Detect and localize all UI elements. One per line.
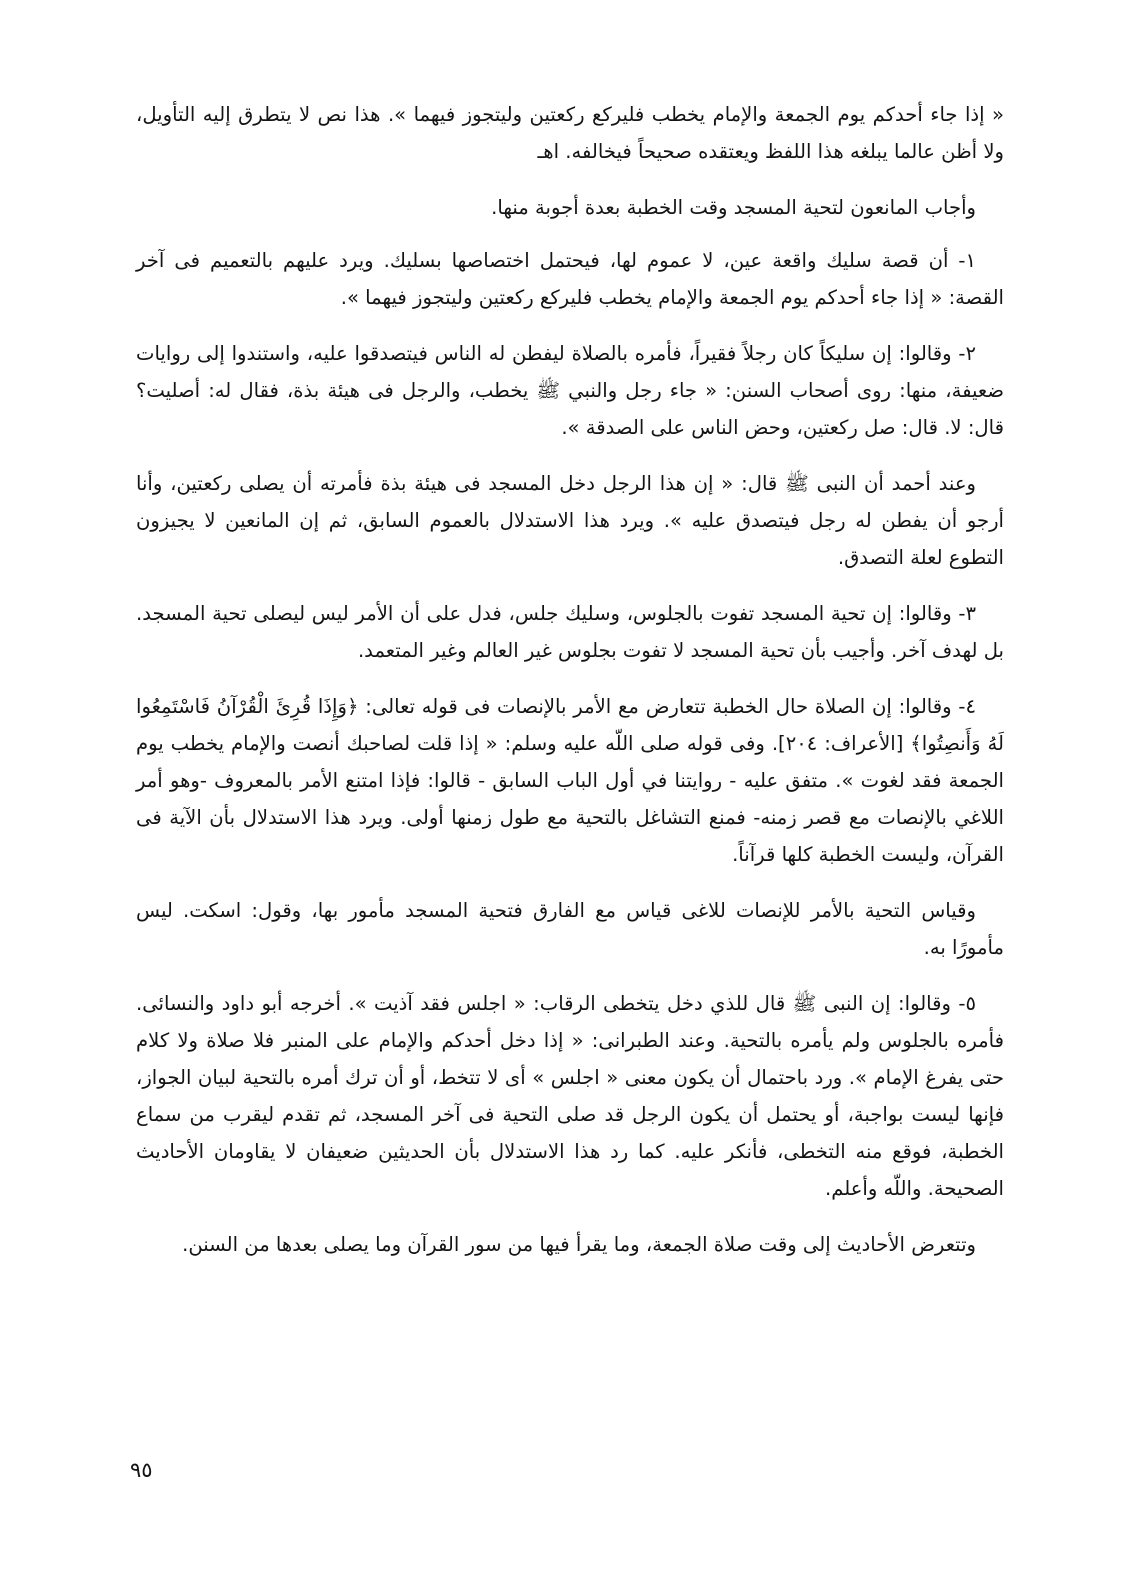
paragraph-objection-4: ٤- وقالوا: إن الصلاة حال الخطبة تتعارض مع الأمر بالإنصات فى قوله تعالى: ﴿وَإِذَا قُرِئَ الْقُرْآنُ فَاسْتَمِعُوا لَهُ وَأَنصِتُوا﴾ [الأعراف: ٢٠٤]. وفى قوله صلى اللّه عليه وسلم: « إذا قلت لصاحبك أنصت والإمام يخطب يوم الجمعة فقد لغوت ». متفق عليه - روايتنا في أول الباب السابق - قالوا: فإذا امتنع الأمر بالمعروف -وهو أمر اللاغي بالإنصات مع قصر زمنه- فمنع التشاغل بالتحية مع طول زمنها أولى. ويرد هذا الاستدلال بأن الآية فى القرآن، وليست الخطبة كلها قرآناً. <box>136 695 1005 866</box>
paragraph-opponents-intro: وأجاب المانعون لتحية المسجد وقت الخطبة بعدة أجوبة منها. <box>491 196 976 219</box>
paragraph-objection-2: ٢- وقالوا: إن سليكاً كان رجلاً فقيراً، فأمره بالصلاة ليفطن له الناس فيتصدقوا عليه، واستندوا إلى روايات ضعيفة، منها: روى أصحاب السنن: « جاء رجل والنبي ﷺ يخطب، والرجل فى هيئة بذة، فقال له: أصليت؟ قال: لا. قال: صل ركعتين، وحض الناس على الصدقة ». <box>136 342 1004 439</box>
paragraph-objection-1: ١- أن قصة سليك واقعة عين، لا عموم لها، فيحتمل اختصاصها بسليك. ويرد عليهم بالتعميم فى آخر القصة: « إذا جاء أحدكم يوم الجمعة والإمام يخطب فليركع ركعتين وليتجوز فيهما ». <box>136 249 1004 309</box>
page-text-body <box>136 96 1004 1282</box>
paragraph-ahmad-narration: وعند أحمد أن النبى ﷺ قال: « إن هذا الرجل دخل المسجد فى هيئة بذة فأمرته أن يصلى ركعتين، وأنا أرجو أن يفطن له رجل فيتصدق عليه ». ويرد هذا الاستدلال بالعموم السابق، ثم إن المانعين لا يجيزون التطوع لعلة التصدق. <box>136 472 1004 569</box>
paragraph-hadith-quote-conclusion: « إذا جاء أحدكم يوم الجمعة والإمام يخطب فليركع ركعتين وليتجوز فيهما ». هذا نص لا يتطرق إليه التأويل، ولا أظن عالما يبلغه هذا اللفظ ويعتقده صحيحاً فيخالفه. اهـ <box>136 103 1004 163</box>
paragraph-closing-note: وتتعرض الأحاديث إلى وقت صلاة الجمعة، وما يقرأ فيها من سور القرآن وما يصلى بعدها من السنن. <box>182 1233 976 1256</box>
paragraph-objection-5: ٥- وقالوا: إن النبى ﷺ قال للذي دخل يتخطى الرقاب: « اجلس فقد آذيت ». أخرجه أبو داود والنسائى. فأمره بالجلوس ولم يأمره بالتحية. وعند الطبرانى: « إذا دخل أحدكم والإمام على المنبر فلا صلاة ولا كلام حتى يفرغ الإمام ». ورد باحتمال أن يكون معنى « اجلس » أى لا تتخط، أو أن ترك أمره بالتحية لبيان الجواز، فإنها ليست بواجبة، أو يحتمل أن يكون الرجل قد صلى التحية فى آخر المسجد، ثم تقدم ليقرب من سماع الخطبة، فوقع منه التخطى، فأنكر عليه. كما رد هذا الاستدلال بأن الحديثين ضعيفان لا يقاومان الأحاديث الصحيحة. واللّه وأعلم. <box>136 992 1004 1200</box>
page-number: ٩٥ <box>130 1458 153 1482</box>
paragraph-objection-3: ٣- وقالوا: إن تحية المسجد تفوت بالجلوس، وسليك جلس، فدل على أن الأمر ليس ليصلى تحية المسجد. بل لهدف آخر. وأجيب بأن تحية المسجد لا تفوت بجلوس غير العالم وغير المتعمد. <box>136 602 1004 662</box>
paragraph-analogy-rebuttal: وقياس التحية بالأمر للإنصات للاغى قياس مع الفارق فتحية المسجد مأمور بها، وقول: اسكت. ليس مأمورًا به. <box>136 899 1004 959</box>
